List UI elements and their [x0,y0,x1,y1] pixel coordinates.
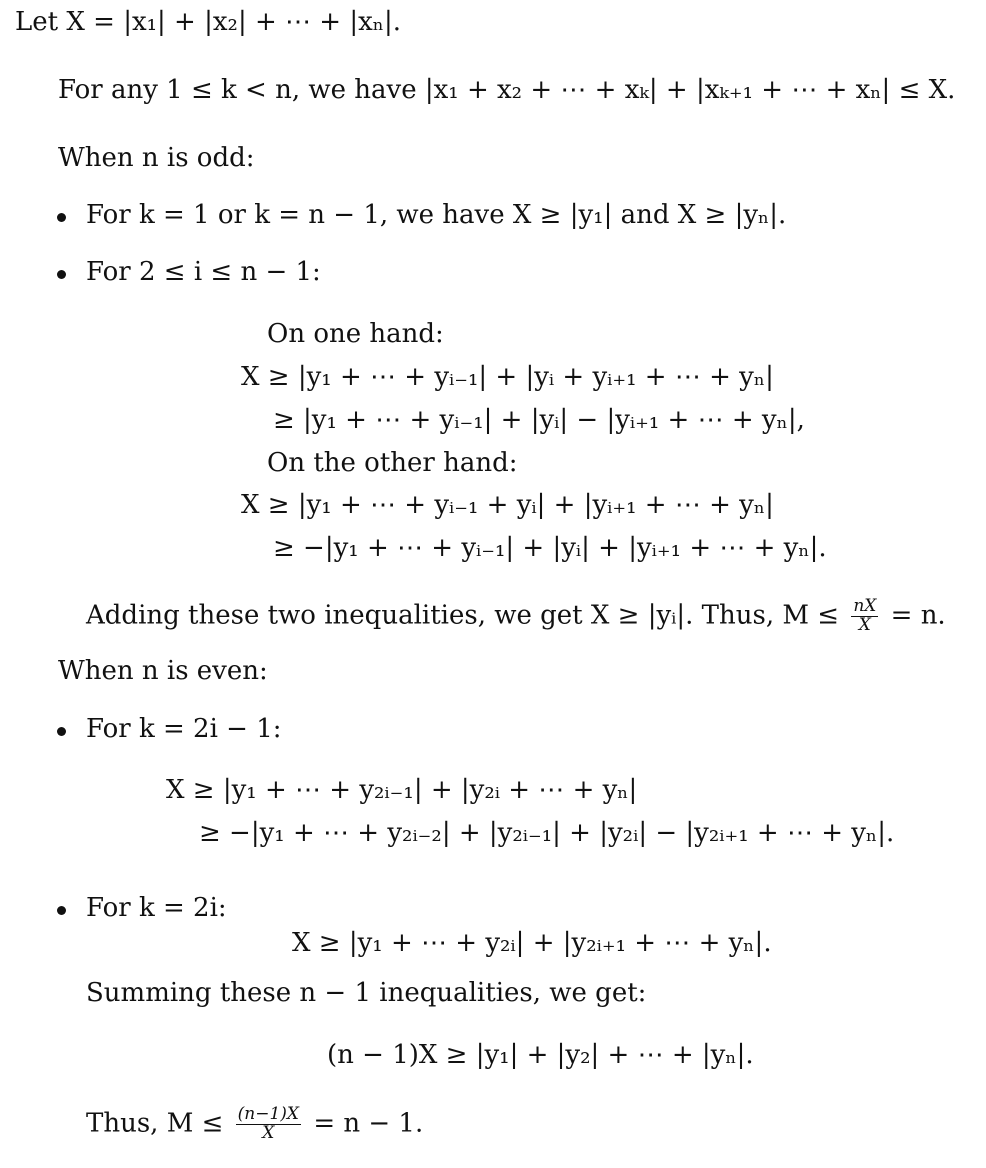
odd-bullet-1: For k = 1 or k = n − 1, we have X ≥ |y₁| and X ≥ |yₙ|. [86,200,787,230]
odd-conclusion-text: Adding these two inequalities, we get X ≥ |yᵢ|. Thus, M ≤ [86,600,840,631]
one-hand-label: On one hand: [267,319,444,349]
even-conclusion [86,1106,423,1143]
fraction-n-minus-1-x-over-x [236,1106,301,1143]
odd-case-heading: When n is odd: [58,143,255,173]
summing-line: Summing these n − 1 inequalities, we get: [86,978,647,1008]
definition-line: Let X = |x₁| + |x₂| + ⋯ + |xₙ|. [15,7,402,37]
fraction-denominator: X [262,1122,275,1143]
fraction-denominator: X [858,614,871,635]
equation-2a: X ≥ |y₁ + ⋯ + yᵢ₋₁ + yᵢ| + |yᵢ₊₁ + ⋯ + yₙ| [241,490,774,520]
other-hand-label: On the other hand: [267,448,518,478]
odd-conclusion-result: = n. [890,600,946,631]
bullet-dot [57,270,66,279]
bullet-dot [57,213,66,222]
equation-3a: X ≥ |y₁ + ⋯ + y₂ᵢ₋₁| + |y₂ᵢ + ⋯ + yₙ| [166,775,638,805]
equation-4: X ≥ |y₁ + ⋯ + y₂ᵢ| + |y₂ᵢ₊₁ + ⋯ + yₙ|. [292,928,772,958]
odd-conclusion [86,598,946,635]
even-case-heading: When n is even: [58,656,268,686]
equation-3b: ≥ −|y₁ + ⋯ + y₂ᵢ₋₂| + |y₂ᵢ₋₁| + |y₂ᵢ| − |y₂ᵢ₊₁ + ⋯ + yₙ|. [199,818,895,848]
fraction-numerator: (n−1)X [237,1104,300,1124]
fraction-numerator: nX [853,596,877,616]
even-conclusion-result: = n − 1. [313,1108,424,1139]
general-inequality: For any 1 ≤ k < n, we have |x₁ + x₂ + ⋯ + xₖ| + |xₖ₊₁ + ⋯ + xₙ| ≤ X. [58,75,956,105]
odd-bullet-2: For 2 ≤ i ≤ n − 1: [86,257,321,287]
equation-2b: ≥ −|y₁ + ⋯ + yᵢ₋₁| + |yᵢ| + |yᵢ₊₁ + ⋯ + yₙ|. [273,533,827,563]
even-bullet-2: For k = 2i: [86,893,227,923]
even-conclusion-text: Thus, M ≤ [86,1108,224,1139]
equation-5: (n − 1)X ≥ |y₁| + |y₂| + ⋯ + |yₙ|. [327,1040,754,1070]
equation-1a: X ≥ |y₁ + ⋯ + yᵢ₋₁| + |yᵢ + yᵢ₊₁ + ⋯ + yₙ| [241,362,774,392]
bullet-dot [57,906,66,915]
bullet-dot [57,727,66,736]
fraction-nx-over-x [851,598,878,635]
even-bullet-1: For k = 2i − 1: [86,714,282,744]
equation-1b: ≥ |y₁ + ⋯ + yᵢ₋₁| + |yᵢ| − |yᵢ₊₁ + ⋯ + yₙ|, [273,405,805,435]
